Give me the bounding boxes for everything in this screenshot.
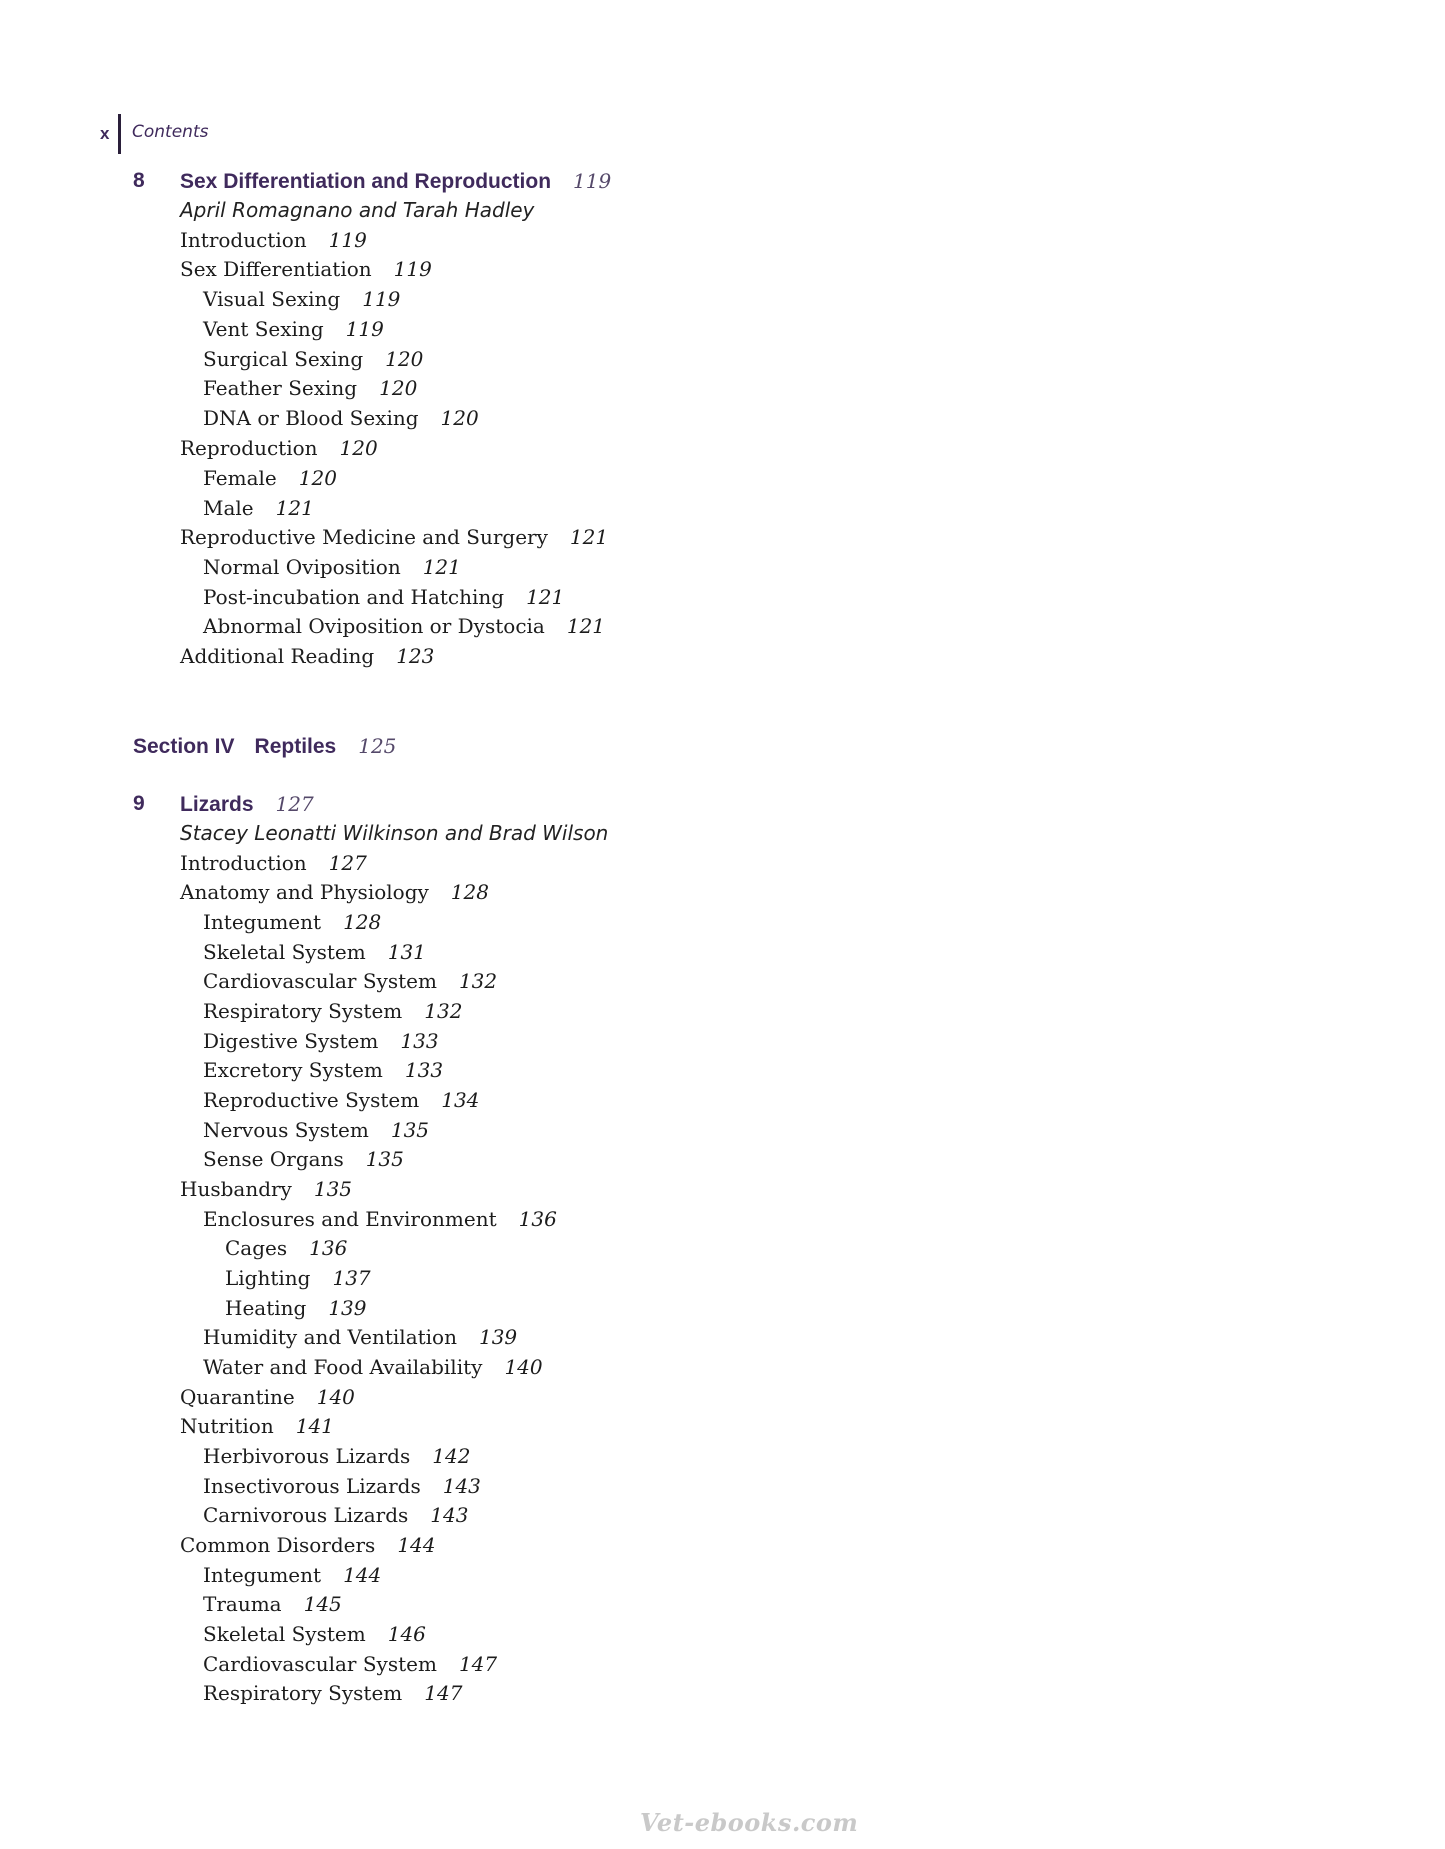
toc-entry-page: 139 xyxy=(478,1325,518,1349)
toc-entry[interactable] xyxy=(225,1233,347,1263)
toc-entry-text: Humidity and Ventilation xyxy=(203,1325,457,1349)
toc-entry-page: 141 xyxy=(295,1414,334,1438)
toc-entry-text: Vent Sexing xyxy=(203,317,324,341)
toc-entry-text: Post-incubation and Hatching xyxy=(203,585,505,609)
toc-entry[interactable] xyxy=(180,1382,355,1412)
toc-entry[interactable] xyxy=(203,373,417,403)
toc-entry[interactable] xyxy=(203,1589,342,1619)
chapter-8-number: 8 xyxy=(133,169,145,192)
toc-entry-text: Heating xyxy=(225,1296,307,1320)
toc-entry-page: 123 xyxy=(396,644,435,668)
toc-entry-page: 121 xyxy=(566,614,606,638)
toc-entry-text: Water and Food Availability xyxy=(203,1355,483,1379)
toc-entry-text: Insectivorous Lizards xyxy=(203,1474,421,1498)
toc-entry[interactable] xyxy=(203,1026,439,1056)
running-head-title: Contents xyxy=(132,122,209,142)
toc-entry-text: Sex Differentiation xyxy=(180,257,372,281)
toc-entry-text: Feather Sexing xyxy=(203,376,358,400)
toc-entry[interactable] xyxy=(203,1500,468,1530)
toc-entry[interactable] xyxy=(203,1619,426,1649)
section-page: 125 xyxy=(358,734,397,758)
toc-entry[interactable] xyxy=(203,1441,470,1471)
toc-entry-text: Trauma xyxy=(203,1592,282,1616)
toc-entry-page: 139 xyxy=(328,1296,367,1320)
toc-entry-page: 119 xyxy=(362,287,401,311)
toc-entry-text: Sense Organs xyxy=(203,1147,344,1171)
toc-entry[interactable] xyxy=(203,314,384,344)
toc-entry-text: Reproduction xyxy=(180,436,318,460)
toc-entry[interactable] xyxy=(203,1115,429,1145)
toc-entry-page: 135 xyxy=(313,1177,353,1201)
toc-entry-page: 140 xyxy=(316,1385,355,1409)
toc-entry[interactable] xyxy=(203,582,564,612)
toc-entry[interactable] xyxy=(203,996,462,1026)
chapter-9-page: 127 xyxy=(275,792,314,816)
toc-entry-page: 147 xyxy=(424,1681,463,1705)
toc-entry[interactable] xyxy=(203,1649,497,1679)
toc-entry-page: 133 xyxy=(400,1029,439,1053)
toc-entry-page: 120 xyxy=(385,347,424,371)
toc-entry-page: 121 xyxy=(526,585,565,609)
toc-entry-page: 144 xyxy=(397,1533,436,1557)
section-label: Section IV xyxy=(133,735,235,758)
toc-entry[interactable] xyxy=(180,641,434,671)
toc-entry[interactable] xyxy=(203,611,605,641)
section-4-link[interactable] xyxy=(133,731,396,761)
toc-entry-page: 145 xyxy=(303,1592,342,1616)
toc-entry-page: 140 xyxy=(504,1355,543,1379)
toc-entry-text: Cages xyxy=(225,1236,288,1260)
toc-entry-text: Nutrition xyxy=(180,1414,274,1438)
toc-entry[interactable] xyxy=(203,1204,557,1234)
toc-entry[interactable] xyxy=(180,433,378,463)
chapter-8-title-link[interactable] xyxy=(180,166,611,196)
toc-entry-page: 143 xyxy=(442,1474,481,1498)
toc-entry[interactable] xyxy=(203,1352,543,1382)
toc-entry-page: 144 xyxy=(343,1563,382,1587)
toc-entry[interactable] xyxy=(203,284,400,314)
toc-entry-text: Female xyxy=(203,466,277,490)
chapter-9-title-link[interactable] xyxy=(180,789,314,819)
watermark: Vet-ebooks.com xyxy=(640,1808,859,1837)
toc-entry-text: Carnivorous Lizards xyxy=(203,1503,409,1527)
chapter-9-number: 9 xyxy=(133,792,145,815)
toc-entry[interactable] xyxy=(180,1530,436,1560)
toc-entry-page: 136 xyxy=(518,1207,557,1231)
toc-entry-page: 135 xyxy=(365,1147,404,1171)
toc-entry-page: 134 xyxy=(441,1088,480,1112)
page-folio: x xyxy=(100,124,110,143)
toc-entry-text: Digestive System xyxy=(203,1029,379,1053)
toc-entry-text: Abnormal Oviposition or Dystocia xyxy=(203,614,545,638)
toc-entry[interactable] xyxy=(203,493,314,523)
toc-entry-text: Common Disorders xyxy=(180,1533,376,1557)
toc-entry-text: Enclosures and Environment xyxy=(203,1207,497,1231)
toc-entry-page: 128 xyxy=(343,910,382,934)
toc-entry-page: 120 xyxy=(339,436,378,460)
chapter-8-title: Sex Differentiation and Reproduction xyxy=(180,170,552,193)
toc-entry-page: 131 xyxy=(387,940,426,964)
toc-entry-text: Additional Reading xyxy=(180,644,375,668)
toc-entry-text: Respiratory System xyxy=(203,1681,403,1705)
toc-entry[interactable] xyxy=(180,848,367,878)
toc-entry-text: Husbandry xyxy=(180,1177,292,1201)
toc-entry-page: 119 xyxy=(328,228,367,252)
toc-entry[interactable] xyxy=(180,225,367,255)
toc-entry-text: Respiratory System xyxy=(203,999,403,1023)
toc-entry-text: Introduction xyxy=(180,228,307,252)
section-name: Reptiles xyxy=(254,735,337,758)
toc-entry-text: Anatomy and Physiology xyxy=(180,880,429,904)
toc-entry-text: Nervous System xyxy=(203,1118,369,1142)
toc-entry-text: Reproductive System xyxy=(203,1088,420,1112)
toc-entry[interactable] xyxy=(180,1174,352,1204)
toc-entry-text: Introduction xyxy=(180,851,307,875)
toc-entry[interactable] xyxy=(203,1144,404,1174)
toc-entry-page: 120 xyxy=(298,466,337,490)
toc-entry-text: Integument xyxy=(203,1563,322,1587)
toc-entry-page: 142 xyxy=(432,1444,471,1468)
toc-entry-text: Cardiovascular System xyxy=(203,969,437,993)
toc-entry-page: 132 xyxy=(424,999,463,1023)
toc-entry-text: Cardiovascular System xyxy=(203,1652,437,1676)
toc-entry-page: 120 xyxy=(379,376,418,400)
toc-entry-text: Male xyxy=(203,496,254,520)
toc-entry-page: 147 xyxy=(458,1652,498,1676)
toc-entry-page: 121 xyxy=(275,496,314,520)
toc-entry[interactable] xyxy=(203,552,461,582)
toc-entry-text: Reproductive Medicine and Surgery xyxy=(180,525,548,549)
toc-entry[interactable] xyxy=(203,463,337,493)
toc-entry-page: 121 xyxy=(422,555,461,579)
toc-entry-text: Visual Sexing xyxy=(203,287,341,311)
toc-entry[interactable] xyxy=(180,522,608,552)
toc-entry-page: 143 xyxy=(430,1503,469,1527)
toc-entry-text: Skeletal System xyxy=(203,940,366,964)
toc-entry-text: Quarantine xyxy=(180,1385,295,1409)
chapter-8-page: 119 xyxy=(573,169,612,193)
toc-entry[interactable] xyxy=(180,1411,334,1441)
toc-entry[interactable] xyxy=(203,1055,443,1085)
toc-entry-text: Surgical Sexing xyxy=(203,347,364,371)
chapter-9-title: Lizards xyxy=(180,793,254,816)
chapter-8-authors: April Romagnano and Tarah Hadley xyxy=(180,198,535,222)
toc-entry[interactable] xyxy=(203,966,497,996)
toc-entry-text: Skeletal System xyxy=(203,1622,366,1646)
toc-entry[interactable] xyxy=(203,1085,479,1115)
toc-entry-page: 128 xyxy=(450,880,489,904)
toc-entry[interactable] xyxy=(225,1263,371,1293)
toc-entry-page: 120 xyxy=(440,406,479,430)
toc-entry[interactable] xyxy=(203,937,426,967)
toc-entry-text: Lighting xyxy=(225,1266,311,1290)
toc-entry[interactable] xyxy=(203,1471,481,1501)
toc-entry[interactable] xyxy=(203,1322,517,1352)
toc-entry-text: Herbivorous Lizards xyxy=(203,1444,411,1468)
toc-entry-page: 146 xyxy=(387,1622,426,1646)
toc-entry-text: Integument xyxy=(203,910,322,934)
toc-entry-text: DNA or Blood Sexing xyxy=(203,406,419,430)
toc-entry[interactable] xyxy=(225,1293,367,1323)
toc-entry-page: 119 xyxy=(393,257,432,281)
toc-entry-page: 132 xyxy=(458,969,498,993)
toc-entry[interactable] xyxy=(180,877,489,907)
toc-entry[interactable] xyxy=(203,1678,462,1708)
toc-entry-page: 137 xyxy=(332,1266,371,1290)
toc-entry-page: 127 xyxy=(328,851,367,875)
toc-entry[interactable] xyxy=(203,1560,381,1590)
toc-entry-page: 133 xyxy=(404,1058,444,1082)
toc-entry-page: 121 xyxy=(569,525,609,549)
toc-entry[interactable] xyxy=(203,344,423,374)
header-rule xyxy=(118,114,121,154)
toc-entry-text: Excretory System xyxy=(203,1058,383,1082)
toc-entry[interactable] xyxy=(203,907,381,937)
toc-entry[interactable] xyxy=(203,403,479,433)
chapter-9-authors: Stacey Leonatti Wilkinson and Brad Wilson xyxy=(180,821,609,845)
toc-entry-text: Normal Oviposition xyxy=(203,555,401,579)
toc-entry-page: 135 xyxy=(390,1118,430,1142)
toc-entry-page: 119 xyxy=(345,317,384,341)
toc-entry-page: 136 xyxy=(309,1236,348,1260)
toc-entry[interactable] xyxy=(180,254,432,284)
